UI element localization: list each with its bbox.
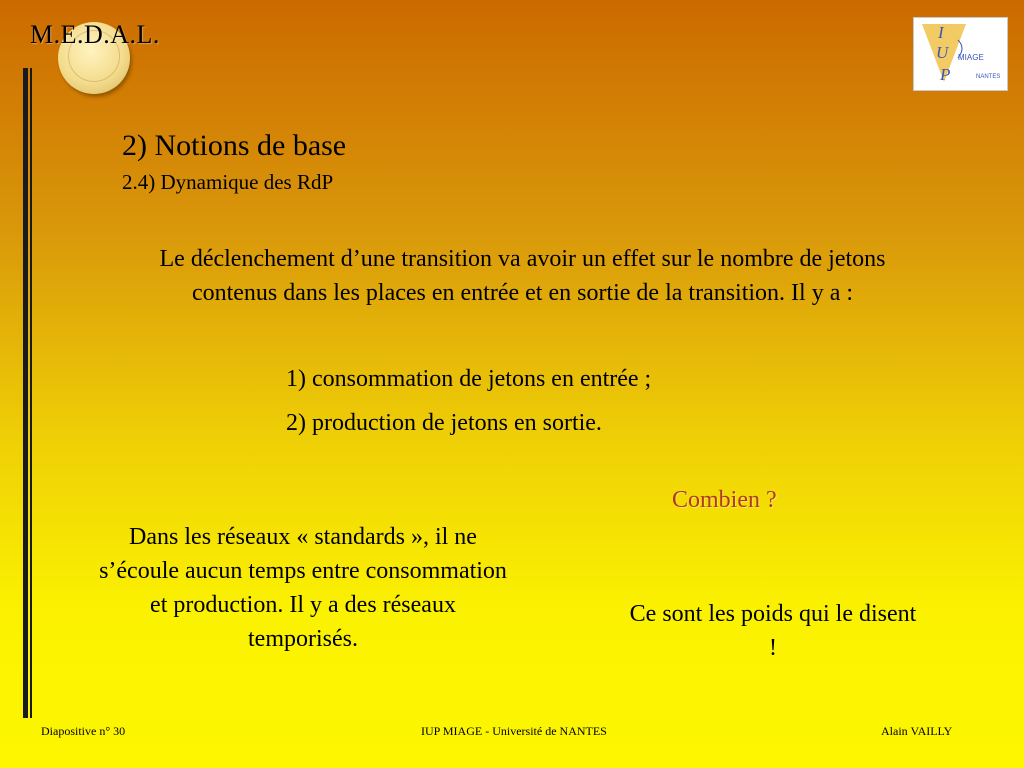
footer-slide-number: Diapositive n° 30	[41, 724, 126, 738]
timed-nets-note: Dans les réseaux « standards », il ne s’écoule aucun temps entre consommation et production. Il y a des réseaux temporisés.	[99, 524, 507, 652]
slide-title: 2) Notions de base	[122, 129, 347, 162]
left-vertical-rule	[23, 68, 28, 718]
answer-text: Ce sont les poids qui le disent !	[629, 601, 917, 661]
list-item-consumption: 1) consommation de jetons en entrée ;	[286, 366, 652, 392]
footer-institution: IUP MIAGE - Université de NANTES	[421, 724, 607, 738]
intro-paragraph: Le déclenchement d’une transition va avoir un effet sur le nombre de jetons contenus dans les places en entrée et en sortie de la transition. Il y a :	[159, 246, 886, 306]
logo-letter-p: P	[940, 65, 951, 84]
logo-letter-i: I	[938, 23, 944, 42]
footer-author: Alain VAILLY	[881, 724, 953, 738]
left-vertical-rule-thin	[30, 68, 32, 718]
slide-subtitle: 2.4) Dynamique des RdP	[122, 170, 334, 194]
medal-title: M.E.D.A.L.	[30, 20, 160, 49]
iup-miage-logo	[913, 17, 1008, 91]
logo-letter-u: U	[936, 43, 949, 62]
question-text: Combien ?	[672, 487, 777, 513]
list-item-production: 2) production de jetons en sortie.	[286, 410, 602, 436]
logo-line1: MIAGE	[958, 53, 984, 62]
logo-line2: NANTES	[976, 74, 1001, 80]
